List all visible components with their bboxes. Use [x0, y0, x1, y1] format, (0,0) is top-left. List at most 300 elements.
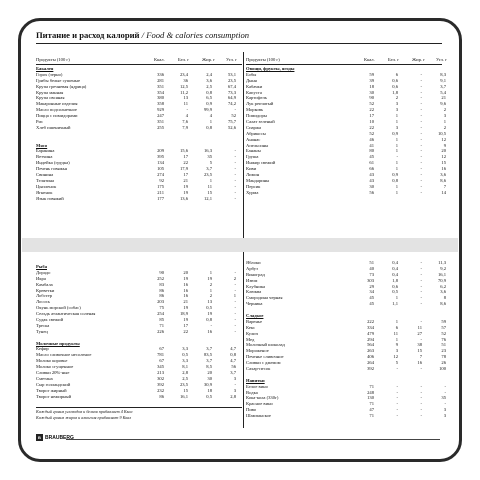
- protein-value: 0,5: [392, 289, 398, 295]
- fat-value: -: [420, 83, 422, 89]
- kcal-value: 248: [367, 389, 374, 395]
- protein-value: -: [396, 154, 398, 160]
- product-name: Сыр голландский: [36, 381, 71, 387]
- protein-value: 6: [395, 324, 398, 330]
- kcal-value: 345: [157, 364, 164, 370]
- page-title: [36, 30, 249, 40]
- carbs-value: 16,1: [437, 271, 446, 277]
- fat-value: 4: [209, 113, 212, 119]
- carbs-value: -: [234, 269, 236, 275]
- protein-value: 3: [395, 107, 398, 113]
- kcal-value: 105: [157, 166, 164, 172]
- kcal-value: 71: [159, 322, 164, 328]
- kcal-value: 177: [157, 195, 164, 201]
- header-kcal: Ккал.: [364, 57, 375, 62]
- fat-value: -: [420, 401, 422, 407]
- fat-value: 1: [209, 269, 212, 275]
- kcal-value: 30: [369, 89, 374, 95]
- protein-value: 15,6: [179, 148, 188, 154]
- fat-value: 19: [207, 311, 212, 317]
- carbs-value: 57: [441, 324, 446, 330]
- fat-value: 11: [207, 183, 212, 189]
- protein-value: 18,9: [179, 311, 188, 317]
- kcal-value: 564: [367, 342, 374, 348]
- kcal-value: 67: [159, 358, 164, 364]
- carbs-value: 52: [441, 330, 446, 336]
- kcal-value: 134: [157, 160, 164, 166]
- carbs-value: 0,8: [230, 352, 236, 358]
- kcal-value: 406: [367, 354, 374, 360]
- kcal-value: 52: [369, 101, 374, 107]
- fat-value: 2,5: [206, 83, 212, 89]
- fat-value: 18: [207, 387, 212, 393]
- protein-value: 1: [395, 336, 398, 342]
- fat-value: 0,8: [206, 317, 212, 323]
- fat-value: 3,7: [206, 358, 212, 364]
- kcal-value: 92: [159, 177, 164, 183]
- kcal-value: 222: [367, 318, 374, 324]
- carbs-value: 9,6: [440, 101, 446, 107]
- protein-value: 1: [395, 113, 398, 119]
- carbs-value: 67,4: [227, 83, 236, 89]
- title-rule: [36, 43, 442, 44]
- protein-value: 1,1: [392, 301, 398, 307]
- carbs-value: 2,8: [230, 393, 236, 399]
- fat-value: -: [420, 154, 422, 160]
- kcal-value: 351: [157, 119, 164, 125]
- protein-value: 3: [395, 101, 398, 107]
- carbs-value: 9: [443, 142, 446, 148]
- carbs-value: 9,2: [440, 265, 446, 271]
- kcal-value: 10: [369, 119, 374, 125]
- carbs-value: -: [234, 172, 236, 178]
- kcal-value: 85: [159, 317, 164, 323]
- carbs-value: 52: [231, 113, 236, 119]
- carbs-value: -: [234, 189, 236, 195]
- fat-value: -: [420, 177, 422, 183]
- kcal-value: 380: [157, 95, 164, 101]
- protein-value: 13,6: [179, 195, 188, 201]
- protein-value: 0,5: [182, 352, 188, 358]
- section-title: Рыба: [36, 264, 47, 269]
- carbs-value: 6,2: [440, 283, 446, 289]
- kcal-value: 40: [369, 265, 374, 271]
- kcal-value: 130: [367, 395, 374, 401]
- protein-value: 0,6: [392, 83, 398, 89]
- section-title: Мясо: [36, 142, 48, 148]
- protein-value: 8,1: [182, 364, 188, 370]
- product-name: Арбуз: [246, 265, 258, 271]
- footnote-fats: Каждый грамм жиров и алкоголя прибавляет 9 Ккал: [36, 415, 132, 420]
- fat-value: 38: [417, 342, 422, 348]
- carbs-value: -: [234, 183, 236, 189]
- kcal-value: 264: [367, 360, 374, 366]
- product-name: Мед: [246, 336, 255, 342]
- kcal-value: 302: [157, 375, 164, 381]
- product-name: Капуста: [246, 89, 262, 95]
- product-name: Молочный шоколад: [246, 342, 285, 348]
- carbs-value: 12: [441, 136, 446, 142]
- fat-value: -: [420, 336, 422, 342]
- product-name: Апельсины: [246, 142, 269, 148]
- fat-value: 1: [209, 119, 212, 125]
- carbs-value: 7: [443, 183, 446, 189]
- protein-value: 7,6: [182, 119, 188, 125]
- carbs-value: 74,2: [227, 101, 236, 107]
- fat-value: 1: [209, 287, 212, 293]
- section-title: Молочные продукты: [36, 340, 80, 346]
- carbs-value: -: [444, 389, 446, 395]
- carbs-value: 23: [441, 348, 446, 354]
- kcal-value: 274: [157, 172, 164, 178]
- product-name: Окунь морской (собас): [36, 305, 81, 311]
- product-name: Лук репчатый: [246, 101, 274, 107]
- carbs-value: 3,6: [440, 289, 446, 295]
- kcal-value: 71: [369, 401, 374, 407]
- fat-value: 35: [207, 154, 212, 160]
- protein-value: 2: [395, 95, 398, 101]
- fat-value: -: [420, 166, 422, 172]
- carbs-value: 3,7: [440, 83, 446, 89]
- product-name: Изюм: [246, 277, 258, 283]
- fat-value: -: [420, 113, 422, 119]
- carbs-value: 5,4: [440, 89, 446, 95]
- kcal-value: 66: [369, 166, 374, 172]
- kcal-value: 203: [157, 299, 164, 305]
- product-name: Бобы: [246, 71, 257, 77]
- carbs-value: -: [234, 177, 236, 183]
- title-en: / Food & calories consumption: [141, 30, 250, 40]
- carbs-value: -: [234, 299, 236, 305]
- product-name: Кекс: [246, 324, 256, 330]
- kcal-value: 80: [369, 148, 374, 154]
- kcal-value: 75: [159, 305, 164, 311]
- carbs-value: 4,7: [230, 358, 236, 364]
- fat-value: -: [420, 301, 422, 307]
- protein-value: 19: [183, 183, 188, 189]
- protein-value: 0,9: [392, 130, 398, 136]
- header-product: Продукты (100 г): [246, 57, 280, 62]
- protein-value: 1,8: [392, 277, 398, 283]
- kcal-value: 392: [367, 366, 374, 372]
- product-name: Печенье сливочное: [246, 354, 284, 360]
- fat-value: -: [420, 271, 422, 277]
- kcal-value: 358: [157, 101, 164, 107]
- protein-value: -: [396, 407, 398, 413]
- product-name: Ветчина: [36, 154, 53, 160]
- product-name: Творог жирный: [36, 387, 67, 393]
- kcal-value: 395: [157, 154, 164, 160]
- product-name: Яблоки: [246, 260, 261, 265]
- product-name: Судак свежий: [36, 317, 64, 323]
- header-protein: Бел. г: [388, 57, 400, 62]
- product-name: Молоко коровье: [36, 358, 68, 364]
- protein-value: 0,8: [392, 177, 398, 183]
- kcal-value: 29: [369, 283, 374, 289]
- kcal-value: 211: [157, 189, 164, 195]
- carbs-value: 1: [233, 293, 236, 299]
- fat-value: -: [420, 124, 422, 130]
- product-name: Крупа овсяная: [36, 95, 65, 101]
- header-product: Продукты (100 г): [36, 57, 70, 62]
- carbs-value: -: [234, 317, 236, 323]
- carbs-value: 64,9: [227, 95, 236, 101]
- footnote-rule: [36, 407, 242, 408]
- fat-value: 99,9: [203, 107, 212, 113]
- carbs-value: 9,1: [440, 77, 446, 83]
- carbs-value: 70,9: [437, 277, 446, 283]
- fat-value: 7: [419, 354, 422, 360]
- kcal-value: 45: [369, 295, 374, 301]
- carbs-value: 2: [443, 124, 446, 130]
- carbs-value: 52,6: [227, 124, 236, 130]
- header-kcal: Ккал.: [154, 57, 165, 62]
- protein-value: 21: [183, 299, 188, 305]
- carbs-value: -: [234, 154, 236, 160]
- product-name: Творог нежирный: [36, 393, 72, 399]
- kcal-value: 303: [367, 277, 374, 283]
- protein-value: -: [396, 401, 398, 407]
- signature-line: [66, 439, 440, 440]
- kcal-value: 334: [367, 324, 374, 330]
- kcal-value: 392: [157, 381, 164, 387]
- protein-value: 1: [395, 295, 398, 301]
- kcal-value: 83: [159, 281, 164, 287]
- kcal-value: 46: [369, 136, 374, 142]
- fat-value: -: [420, 101, 422, 107]
- kcal-value: 45: [369, 301, 374, 307]
- fat-value: 1: [209, 177, 212, 183]
- product-name: Крупа манная: [36, 89, 64, 95]
- kcal-value: 22: [369, 124, 374, 130]
- product-name: Свинина: [36, 172, 54, 178]
- header-carbs: Угл. г: [436, 57, 447, 62]
- fat-value: 0,5: [206, 393, 212, 399]
- protein-value: 9: [395, 342, 398, 348]
- product-name: Картофель: [246, 95, 267, 101]
- fat-value: -: [420, 265, 422, 271]
- kcal-value: 281: [157, 77, 164, 83]
- kcal-value: 86: [159, 393, 164, 399]
- protein-value: 17: [183, 154, 188, 160]
- protein-value: 4: [185, 113, 188, 119]
- fat-value: 3,7: [206, 346, 212, 352]
- kcal-value: 22: [369, 107, 374, 113]
- product-name: Баранина: [36, 148, 55, 154]
- protein-value: 17: [183, 322, 188, 328]
- kcal-value: 255: [157, 124, 164, 130]
- kcal-value: 52: [369, 130, 374, 136]
- fat-value: -: [420, 283, 422, 289]
- carbs-value: -: [234, 107, 236, 113]
- left-bottom-list: [36, 264, 242, 399]
- protein-value: 3,3: [182, 346, 188, 352]
- table-row: [36, 196, 242, 202]
- fat-value: -: [420, 119, 422, 125]
- kcal-value: 232: [157, 387, 164, 393]
- kcal-value: 86: [159, 293, 164, 299]
- protein-value: 22: [183, 328, 188, 334]
- kcal-value: 47: [369, 407, 374, 413]
- product-name: Сливки 20%-ные: [36, 370, 70, 376]
- fat-value: -: [420, 318, 422, 324]
- carbs-value: 3: [443, 407, 446, 413]
- kcal-value: 226: [157, 328, 164, 334]
- product-name: Бананы: [246, 148, 261, 154]
- carbs-value: 73,3: [227, 89, 236, 95]
- protein-value: 2,8: [182, 370, 188, 376]
- protein-value: 6: [395, 71, 398, 77]
- product-name: Масло сливочное несоленое: [36, 352, 92, 358]
- protein-value: 0,4: [392, 271, 398, 277]
- protein-value: -: [396, 395, 398, 401]
- product-name: Смородина черная: [246, 295, 283, 301]
- product-name: Печень говяжья: [36, 166, 67, 172]
- kcal-value: 247: [157, 113, 164, 119]
- kcal-value: 336: [157, 71, 164, 77]
- brand-mark-icon: B: [36, 434, 43, 441]
- product-name: Белое вино: [246, 383, 268, 389]
- carbs-value: 12: [441, 154, 446, 160]
- protein-value: -: [396, 389, 398, 395]
- carbs-value: 26: [441, 360, 446, 366]
- kcal-value: 175: [157, 183, 164, 189]
- product-name: Молоко сгущенное: [36, 364, 74, 370]
- carbs-value: -: [234, 381, 236, 387]
- kcal-value: 294: [367, 336, 374, 342]
- product-name: Крупа гречневая (ядрица): [36, 83, 87, 89]
- product-name: Клубника: [246, 283, 266, 289]
- protein-value: -: [186, 107, 188, 113]
- carbs-value: 14: [441, 189, 446, 195]
- kcal-value: 71: [369, 413, 374, 419]
- kcal-value: 18: [369, 83, 374, 89]
- kcal-value: 41: [369, 142, 374, 148]
- header-rule-left: [36, 64, 242, 65]
- kcal-value: 351: [157, 83, 164, 89]
- fat-value: 19: [207, 275, 212, 281]
- fat-value: 2,4: [206, 71, 212, 77]
- protein-value: 2,5: [182, 375, 188, 381]
- product-name: Рис: [36, 119, 44, 125]
- protein-value: 12,5: [179, 83, 188, 89]
- protein-value: 13: [183, 95, 188, 101]
- carbs-value: 3: [443, 413, 446, 419]
- protein-value: 17,9: [179, 166, 188, 172]
- kcal-value: 17: [369, 113, 374, 119]
- product-name: Клюква: [246, 289, 262, 295]
- product-name: Сметана: [36, 375, 53, 381]
- kcal-value: 90: [369, 95, 374, 101]
- kcal-value: 354: [157, 89, 164, 95]
- fat-value: 0,8: [206, 89, 212, 95]
- fat-value: 16,3: [203, 148, 212, 154]
- carbs-value: 56: [231, 364, 236, 370]
- fat-value: 8,5: [206, 364, 212, 370]
- product-name: Сахар-песок: [246, 366, 271, 372]
- fat-value: 2: [209, 293, 212, 299]
- carbs-value: 10,5: [437, 130, 446, 136]
- carbs-value: -: [234, 160, 236, 166]
- kcal-value: 67: [159, 346, 164, 352]
- carbs-value: -: [234, 148, 236, 154]
- fat-value: -: [420, 71, 422, 77]
- product-name: Икра: [36, 275, 46, 281]
- fat-value: 0,5: [206, 305, 212, 311]
- product-name: Черника: [246, 301, 263, 307]
- header-carbs: Угл. г: [226, 57, 237, 62]
- protein-value: 7,9: [182, 124, 188, 130]
- kcal-value: 56: [369, 189, 374, 195]
- fat-value: -: [420, 407, 422, 413]
- carbs-value: 11,3: [438, 260, 446, 265]
- carbs-value: 8,3: [440, 71, 446, 77]
- protein-value: 1: [395, 189, 398, 195]
- fat-value: 83,5: [203, 352, 212, 358]
- product-name: Морковь: [246, 107, 264, 113]
- fat-value: 6,5: [206, 95, 212, 101]
- product-name: Креветки: [36, 287, 55, 293]
- product-name: Кулич: [246, 330, 258, 336]
- kcal-value: 209: [157, 148, 164, 154]
- kcal-value: 45: [369, 154, 374, 160]
- protein-value: 11: [393, 330, 398, 336]
- protein-value: 0,4: [392, 265, 398, 271]
- section-title: Овощи, фрукты, ягоды: [246, 66, 295, 71]
- fat-value: -: [210, 322, 212, 328]
- fat-value: 23,5: [203, 172, 212, 178]
- table-row: [36, 394, 242, 400]
- product-name: Цыпленок: [36, 183, 57, 189]
- protein-value: 21: [183, 177, 188, 183]
- fat-value: 2: [209, 281, 212, 287]
- carbs-value: 8,6: [440, 177, 446, 183]
- fat-value: 0,8: [206, 124, 212, 130]
- carbs-value: 16: [441, 166, 446, 172]
- kcal-value: 71: [369, 383, 374, 389]
- right-bottom-list: [246, 260, 446, 419]
- protein-value: -: [396, 383, 398, 389]
- carbs-value: 15: [441, 160, 446, 166]
- protein-value: 3: [395, 348, 398, 354]
- carbs-value: 53,1: [227, 71, 236, 77]
- section-title: Сладкое: [246, 313, 264, 319]
- protein-value: 16: [183, 293, 188, 299]
- fat-value: -: [420, 130, 422, 136]
- product-name: Кефир: [36, 346, 49, 352]
- fat-value: -: [420, 142, 422, 148]
- fat-value: -: [420, 77, 422, 83]
- carbs-value: -: [234, 287, 236, 293]
- carbs-value: 21: [441, 95, 446, 101]
- fat-value: 16: [207, 328, 212, 334]
- carbs-value: 3: [443, 113, 446, 119]
- carbs-value: -: [234, 195, 236, 201]
- product-name: Пицца с помидорами: [36, 113, 78, 119]
- carbs-value: 23,5: [227, 77, 236, 83]
- carbs-value: 1: [443, 119, 446, 125]
- product-name: Ананас: [246, 136, 261, 142]
- product-name: Пиво: [246, 407, 257, 413]
- protein-value: 23,4: [179, 71, 188, 77]
- protein-value: 1: [395, 142, 398, 148]
- protein-value: 5: [395, 360, 398, 366]
- product-name: Масло подсолнечное: [36, 107, 77, 113]
- header-fat: Жир. г: [202, 57, 216, 62]
- product-name: Треска: [36, 322, 50, 328]
- protein-value: 36: [183, 77, 188, 83]
- protein-value: 22: [183, 160, 188, 166]
